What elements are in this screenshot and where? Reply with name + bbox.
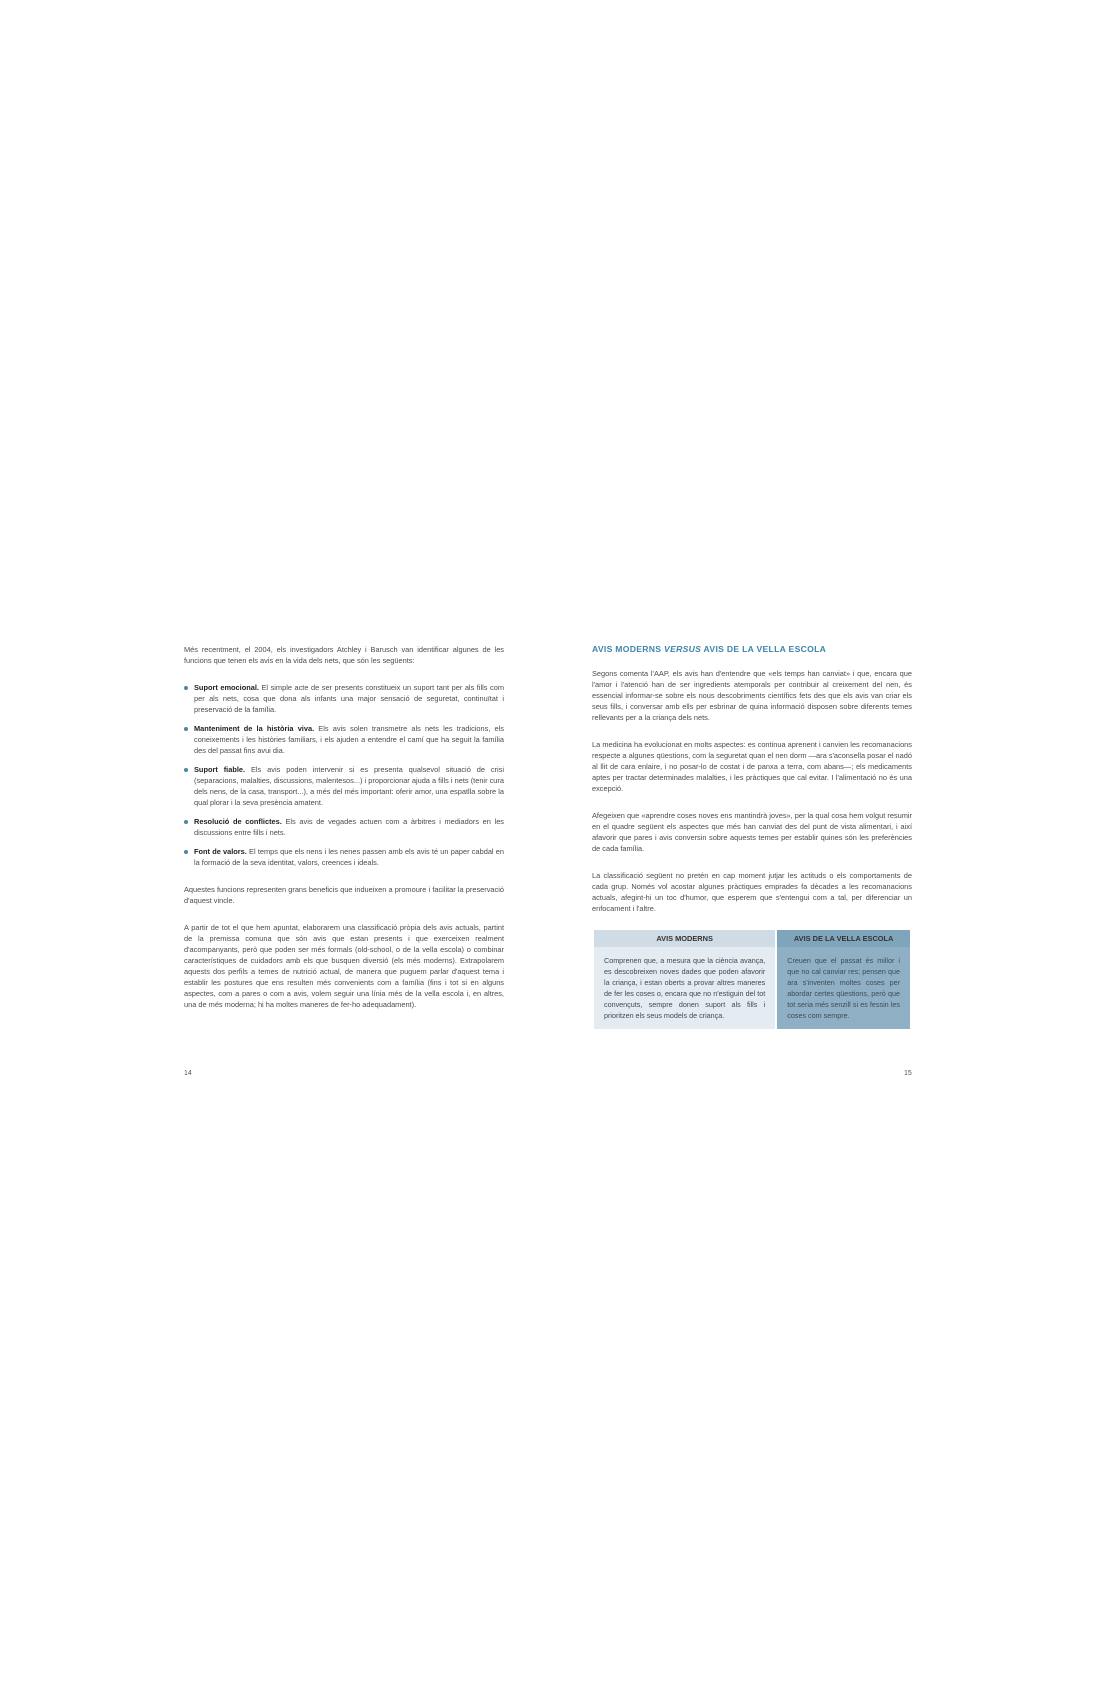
table-header-row (594, 930, 910, 947)
list-item (184, 846, 504, 868)
left-intro-paragraph: Més recentment, el 2004, els investigadors Atchley i Barusch van identificar algunes de les funcions que tenen els avis en la vida dels nets, que són les següents: (184, 645, 504, 665)
table-row (594, 947, 910, 1029)
function-term: Resolució de conflictes. (194, 817, 282, 826)
right-page (592, 644, 912, 1029)
left-page (184, 644, 504, 1026)
left-paragraph-benefits: Aquestes funcions representen grans beneficis que indueixen a promoure i facilitar la preservació d'aquest vincle. (184, 885, 504, 905)
function-text: El temps que els nens i les nenes passen amb els avis té un paper cabdal en la formació de la seva identitat, valors, creences i ideals. (194, 847, 504, 867)
list-item (184, 723, 504, 756)
section-heading (592, 644, 912, 654)
bullet-icon (184, 686, 188, 690)
right-paragraph-medicine: La medicina ha evolucionat en molts aspectes: es continua aprenent i canvien les recomanacions respecte a algunes qüestions, com la seguretat quan el nen dorm —ara s'aconsella posar el nadó al llit de cara enlaire, i no posar-lo de costat i de panxa a terra, com abans—; els medicaments aptes per tractar determinades malalties, i les pràctiques que cal evitar. I l'alimentació no és una excepció. (592, 740, 912, 793)
function-text: El simple acte de ser presents constitueix un suport tant per als fills com per als nets, cosa que dona als infants una major sensació de seguretat, continuïtat i preservació de la família. (194, 683, 504, 714)
left-paragraph-classification: A partir de tot el que hem apuntat, elaborarem una classificació pròpia dels avis actuals, partint de la premissa comuna que són avis que estan presents i que exerceixen realment d'acompanyants, però que poden ser més formals (old-school, o de la vella escola) o combinar característiques de cuidadors amb els que busquen diversió (els més moderns). Extrapolarem aquests dos perfils a temes de nutrició actual, de manera que puguem parlar d'aquest tema i establir les postures que ens resulten més convenients com a família (fins i tot si en alguns aspectes, com a pares o com a avis, volem seguir una línia més de la vella escola i, en altres, una de més moderna; hi ha moltes maneres de fer-ho adequadament). (184, 923, 504, 1009)
function-text: Els avis de vegades actuen com a àrbitres i mediadors en les discussions entre fills i nets. (194, 817, 504, 837)
function-term: Manteniment de la història viva. (194, 724, 315, 733)
page-number-left: 14 (184, 1070, 192, 1077)
right-paragraph-classification: La classificació següent no pretén en cap moment jutjar les actituds o els comportaments de cada grup. Només vol acostar algunes pràctiques emprades fa dècades a les recomanacions actuals, afegint-hi un toc d'humor, que esperem que s'entengui com a tal, per diferenciar un enfocament i l'altre. (592, 871, 912, 913)
bullet-icon (184, 768, 188, 772)
right-paragraph-aap: Segons comenta l'AAP, els avis han d'entendre que «els temps han canviat» i que, encara que l'amor i l'atenció han de ser ingredients atemporals per contribuir al creixement del nen, és essencial informar-se sobre els nous descobriments científics fets des que els avis van criar els seus fills, i conversar amb ells per esbrinar de quina informació disposen sobre diferents temes rellevants per a la criança dels nets. (592, 669, 912, 722)
functions-list (184, 682, 504, 868)
list-item (184, 764, 504, 808)
bullet-icon (184, 850, 188, 854)
heading-part-2: AVIS DE LA VELLA ESCOLA (701, 644, 827, 654)
function-term: Suport emocional. (194, 683, 259, 692)
function-text: Els avis solen transmetre als nets les tradicions, els coneixements i les històries familiars, i els ajuden a entendre el camí que ha seguit la família des del passat fins avui dia. (194, 724, 504, 755)
list-item (184, 682, 504, 715)
heading-versus: VERSUS (664, 644, 702, 654)
function-term: Suport fiable. (194, 765, 246, 774)
page-number-right: 15 (904, 1070, 912, 1077)
function-term: Font de valors. (194, 847, 247, 856)
bullet-icon (184, 727, 188, 731)
comparison-table (592, 930, 912, 1029)
list-item (184, 816, 504, 838)
heading-part-1: AVIS MODERNS (592, 644, 665, 654)
right-paragraph-learning: Afegeixen que «aprendre coses noves ens mantindrà joves», per la qual cosa hem volgut resumir en el quadre següent els aspectes que més han canviat des del punt de vista alimentari, i així afavorir que pares i avis conversin sobre aquests temes per establir quines són les preferències de cada família. (592, 811, 912, 853)
cell-old-school-grandparents: Creuen que el passat és millor i que no cal canviar res; pensen que ara s'inventen moltes coses per abordar certes qüestions, però que tot seria més senzill si es fessin les coses com sempre. (777, 947, 910, 1029)
function-text: Els avis poden intervenir si es presenta qualsevol situació de crisi (separacions, malalties, discussions, malentesos...) i proporcionar ajuda a fills i nets (tenir cura dels nens, de la casa, transport...), a més del més important: oferir amor, una espatlla sobre la qual plorar i la seva presència amatent. (194, 765, 504, 807)
header-modern-grandparents: AVIS MODERNS (594, 930, 775, 947)
bullet-icon (184, 820, 188, 824)
header-old-school-grandparents: AVIS DE LA VELLA ESCOLA (777, 930, 910, 947)
cell-modern-grandparents: Comprenen que, a mesura que la ciència avança, es descobreixen noves dades que poden afavorir la criança, i estan oberts a provar altres maneres de fer les coses o, encara que no n'estiguin del tot convençuts, sempre donen suport als fills i prioritzen els seus models de criança. (594, 947, 775, 1029)
